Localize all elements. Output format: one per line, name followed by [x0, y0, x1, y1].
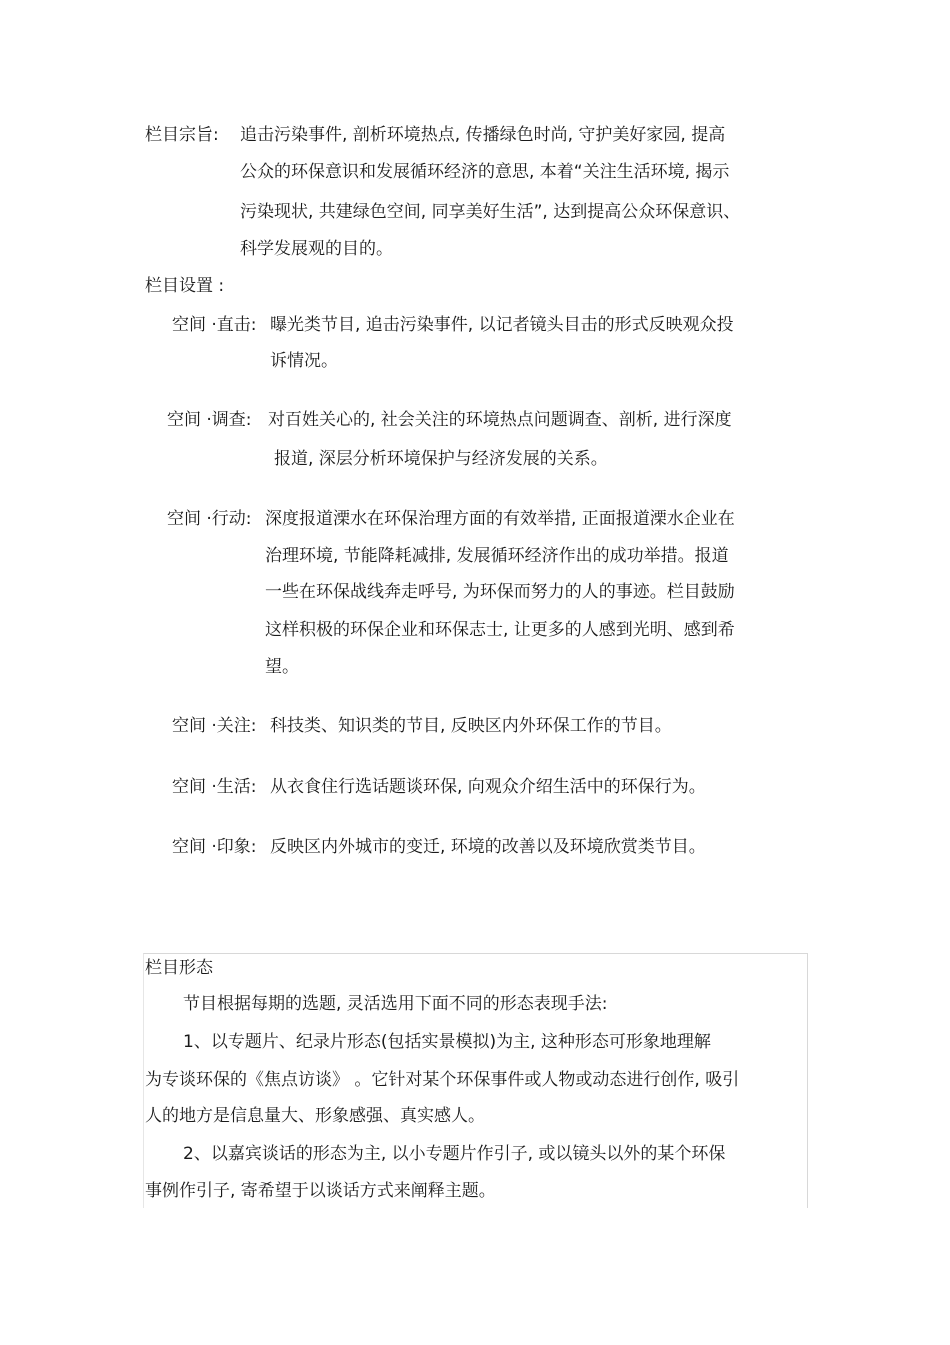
setting-text-xingdong: 治理环境, 节能降耗减排, 发展循环经济作出的成功举措。报道: [265, 546, 729, 566]
form-para-1: 人的地方是信息量大、形象感强、真实感人。: [145, 1106, 485, 1126]
setting-text-xingdong: 这样积极的环保企业和环保志士, 让更多的人感到光明、感到希: [265, 620, 735, 640]
purpose-line-1: 追击污染事件, 剖析环境热点, 传播绿色时尚, 守护美好家园, 提高: [240, 125, 726, 145]
setting-name-diaocha: 空间 ·调查:: [167, 410, 252, 430]
setting-text-diaocha: 报道, 深层分析环境保护与经济发展的关系。: [274, 449, 608, 469]
setting-name-shenghuo: 空间 ·生活:: [172, 777, 257, 797]
form-para-2: 事例作引子, 寄希望于以谈话方式来阐释主题。: [145, 1181, 496, 1201]
setting-name-yinxiang: 空间 ·印象:: [172, 837, 257, 857]
setting-text-diaocha: 对百姓关心的, 社会关注的环境热点问题调查、剖析, 进行深度: [268, 410, 732, 430]
purpose-label: 栏目宗旨:: [145, 125, 219, 145]
setting-text-yinxiang: 反映区内外城市的变迁, 环境的改善以及环境欣赏类节目。: [270, 837, 706, 857]
setting-text-xingdong: 深度报道溧水在环保治理方面的有效举措, 正面报道溧水企业在: [265, 509, 735, 529]
form-intro: 节目根据每期的选题, 灵活选用下面不同的形态表现手法:: [183, 994, 608, 1014]
purpose-line-3: 污染现状, 共建绿色空间, 同享美好生活”, 达到提高公众环保意识、: [240, 202, 741, 222]
setting-text-zhiji: 曝光类节目, 追击污染事件, 以记者镜头目击的形式反映观众投: [270, 315, 734, 335]
setting-name-zhiji: 空间 ·直击:: [172, 315, 257, 335]
form-para-2: 2、以嘉宾谈话的形态为主, 以小专题片作引子, 或以镜头以外的某个环保: [183, 1144, 726, 1164]
form-para-1: 1、以专题片、纪录片形态(包括实景模拟)为主, 这种形态可形象地理解: [183, 1032, 711, 1052]
setting-text-guanzhu: 科技类、知识类的节目, 反映区内外环保工作的节目。: [270, 716, 672, 736]
purpose-line-4: 科学发展观的目的。: [240, 239, 393, 259]
form-para-1: 为专谈环保的《焦点访谈》 。它针对某个环保事件或人物或动态进行创作, 吸引: [145, 1070, 740, 1090]
setting-text-zhiji: 诉情况。: [270, 351, 338, 371]
purpose-line-2: 公众的环保意识和发展循环经济的意思, 本着“关注生活环境, 揭示: [240, 162, 730, 182]
setting-text-xingdong: 望。: [265, 657, 299, 677]
setting-text-shenghuo: 从衣食住行选话题谈环保, 向观众介绍生活中的环保行为。: [270, 777, 706, 797]
setting-name-xingdong: 空间 ·行动:: [167, 509, 252, 529]
setting-text-xingdong: 一些在环保战线奔走呼号, 为环保而努力的人的事迹。栏目鼓励: [265, 582, 735, 602]
settings-label: 栏目设置 :: [145, 276, 225, 296]
form-heading: 栏目形态: [145, 958, 213, 978]
setting-name-guanzhu: 空间 ·关注:: [172, 716, 257, 736]
